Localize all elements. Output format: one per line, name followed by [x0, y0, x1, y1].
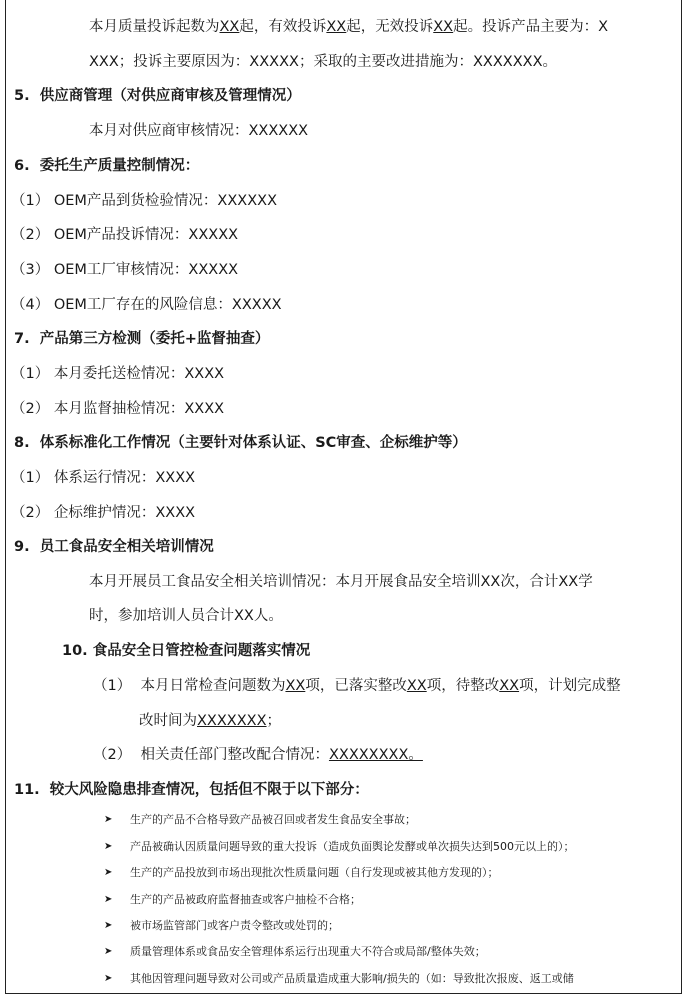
- section-6-item: （1） OEM产品到货检验情况：XXXXXX: [11, 193, 278, 209]
- arrowhead-bullet-icon: ➤: [104, 920, 113, 931]
- section-8-item: （1） 体系运行情况：XXXX: [11, 470, 196, 486]
- arrowhead-bullet-icon: ➤: [104, 841, 113, 852]
- section-5-heading: 5. 供应商管理（对供应商审核及管理情况）: [14, 88, 301, 104]
- section-9-heading: 9. 员工食品安全相关培训情况: [14, 539, 214, 555]
- section-6-item: （3） OEM工厂审核情况：XXXXX: [11, 262, 239, 278]
- section-7-item: （2） 本月监督抽检情况：XXXX: [11, 401, 225, 417]
- section-8-heading: 8. 体系标准化工作情况（主要针对体系认证、SC审查、企标维护等）: [14, 435, 467, 451]
- arrowhead-bullet-icon: ➤: [104, 894, 113, 905]
- section-8-item: （2） 企标维护情况：XXXX: [11, 505, 196, 521]
- arrowhead-bullet-icon: ➤: [104, 814, 113, 825]
- arrowhead-bullet-icon: ➤: [104, 867, 113, 878]
- section-7-item: （1） 本月委托送检情况：XXXX: [11, 366, 225, 382]
- section-9-body-line-1: 本月开展员工食品安全相关培训情况：本月开展食品安全培训XX次，合计XX学: [89, 574, 593, 590]
- arrowhead-bullet-icon: ➤: [104, 946, 113, 957]
- section-11-bullet: 被市场监管部门或客户责令整改或处罚的；: [130, 919, 339, 932]
- section-11-bullet: 其他因管理问题导致对公司或产品质量造成重大影响/损失的（如：导致批次报废、返工或储: [130, 972, 574, 985]
- complaint-line-2: XXX；投诉主要原因为：XXXXX；采取的主要改进措施为：XXXXXXX。: [89, 54, 557, 70]
- section-11-bullet: 生产的产品不合格导致产品被召回或者发生食品安全事故；: [130, 813, 416, 826]
- section-11-bullet: 生产的产品投放到市场出现批次性质量问题（自行发现或被其他方发现的）；: [130, 866, 499, 879]
- section-10-item-1-line-2: 改时间为XXXXXXX；: [139, 713, 282, 729]
- section-6-heading: 6. 委托生产质量控制情况：: [14, 158, 200, 174]
- section-6-item: （2） OEM产品投诉情况：XXXXX: [11, 227, 239, 243]
- complaint-line-1: 本月质量投诉起数为XX起，有效投诉XX起，无效投诉XX起。投诉产品主要为：X: [89, 19, 609, 35]
- section-10-item-2: （2） 相关责任部门整改配合情况：XXXXXXXX。: [93, 747, 423, 763]
- section-7-heading: 7. 产品第三方检测（委托+监督抽查）: [14, 331, 270, 347]
- section-6-item: （4） OEM工厂存在的风险信息：XXXXX: [11, 297, 282, 313]
- section-5-body: 本月对供应商审核情况：XXXXXX: [89, 123, 309, 139]
- section-11-bullet: 产品被确认因质量问题导致的重大投诉（造成负面舆论发酵或单次损失达到500元以上的）；: [130, 840, 575, 853]
- section-11-bullet: 生产的产品被政府监督抽查或客户抽检不合格；: [130, 893, 361, 906]
- section-11-bullet: 质量管理体系或食品安全管理体系运行出现重大不符合或局部/整体失效；: [130, 945, 486, 958]
- section-10-item-1-line-1: （1） 本月日常检查问题数为XX项，已落实整改XX项，待整改XX项，计划完成整: [93, 678, 621, 694]
- arrowhead-bullet-icon: ➤: [104, 973, 113, 984]
- section-10-heading: 10. 食品安全日管控检查问题落实情况: [62, 643, 311, 659]
- section-9-body-line-2: 时，参加培训人员合计XX人。: [89, 608, 283, 624]
- section-11-heading: 11. 较大风险隐患排查情况，包括但不限于以下部分：: [14, 782, 369, 798]
